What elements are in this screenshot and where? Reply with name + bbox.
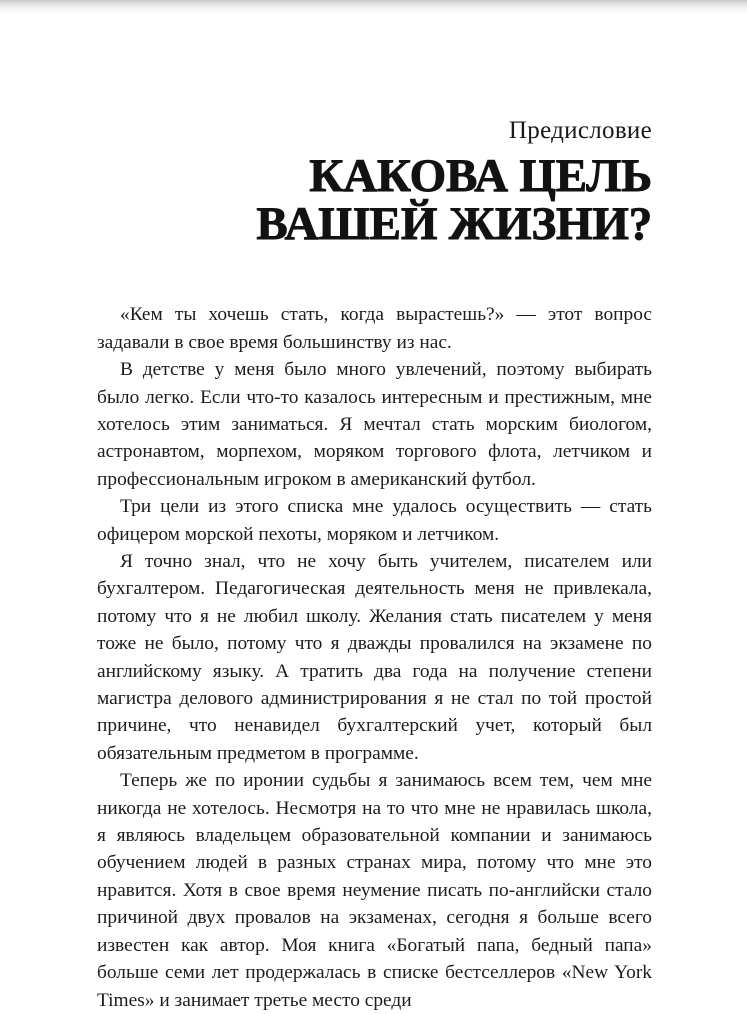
page-title: [97, 150, 652, 251]
paragraph: Три цели из этого списка мне удалось осуществить — стать офицером морской пехоты, моряком и летчиком.: [97, 496, 652, 545]
page-title-line-1: КАКОВА ЦЕЛЬ: [309, 150, 652, 203]
paragraph: «Кем ты хочешь стать, когда вырастешь?» — этот вопрос задавали в свое время большинству из нас.: [97, 304, 652, 353]
page-content: [97, 0, 652, 1014]
paragraph: В детстве у меня было много увлечений, поэтому выбирать было легко. Если что-то казалось интересным и престижным, мне хотелось этим заниматься. Я мечтал стать морским биологом, астронавтом, морпехом, моряком торгового флота, летчиком и профессиональным игроком в американский футбол.: [97, 359, 652, 490]
chapter-header: [97, 0, 652, 251]
paragraph: Теперь же по иронии судьбы я занимаюсь всем тем, чем мне никогда не хотелось. Несмотря на то что мне не нравилась школа, я являюсь владельцем образовательной компании и занимаюсь обучением людей в разных странах мира, потому что мне это нравится. Хотя в свое время неумение писать по-английски стало причиной двух провалов на экзаменах, сегодня я больше всего известен как автор. Моя книга «Богатый папа, бедный папа» больше семи лет продержалась в списке бестселлеров «New York Times» и занимает третье место среди: [97, 770, 652, 1011]
paragraph: Я точно знал, что не хочу быть учителем, писателем или бухгалтером. Педагогическая деятельность меня не привлекала, потому что я не любил школу. Желания стать писателем у меня тоже не было, потому что я дважды провалился на экзамене по английскому языку. А тратить два года на получение степени магистра делового администрирования я не стал по той простой причине, что ненавидел бухгалтерский учет, который был обязательным предметом в программе.: [97, 551, 652, 764]
chapter-kicker: Предисловие: [508, 117, 652, 144]
body-text: [97, 301, 652, 1014]
page-title-line-2: ВАШЕЙ ЖИЗНИ?: [256, 198, 652, 251]
